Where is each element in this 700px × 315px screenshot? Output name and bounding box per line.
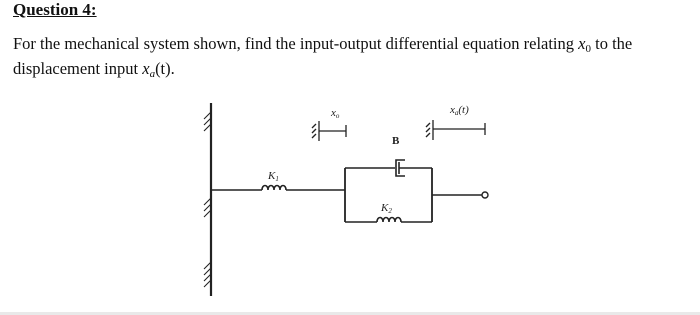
- label-b: B: [392, 135, 400, 147]
- displacement-indicator-xa: [426, 120, 485, 140]
- label-k1: K1: [268, 170, 279, 183]
- input-terminal: [482, 192, 488, 198]
- spring-k2: [345, 218, 432, 223]
- displacement-indicator-xo: [312, 121, 346, 141]
- x0-symbol: $x_0$: [578, 34, 591, 55]
- damper-b: [345, 160, 432, 176]
- spring-k1: [211, 186, 345, 191]
- label-k2: K2: [381, 202, 392, 215]
- xa-symbol: $x_a(t)$: [142, 59, 171, 80]
- question-text-middle: to the displacement input: [13, 34, 633, 78]
- label-xo: xo: [331, 107, 340, 120]
- question-text-end: .: [170, 59, 175, 78]
- question-text-start: For the mechanical system shown, find the input-output differential equation relating: [13, 34, 579, 53]
- question-heading: Question 4:: [13, 0, 97, 19]
- label-xa: xa(t): [450, 104, 469, 117]
